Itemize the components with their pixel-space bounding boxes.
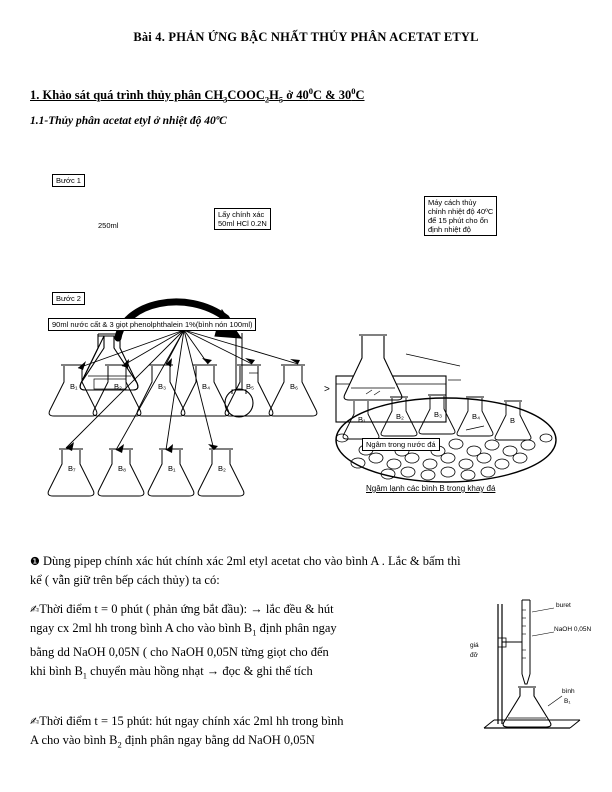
ice-flask-label-1: B₁: [358, 415, 366, 424]
ice-note: Ngâm trong nước đá: [362, 438, 440, 451]
section1-sub-2: 2: [264, 94, 270, 105]
paragraph-1-text: Dùng pipep chính xác hút chính xác 2ml etyl acetat cho vào bình A . Lắc & bấm thì kể ( vẫn giữ trên bếp cách thủy) ta có:: [30, 554, 461, 587]
reagent-label: NaOH 0,05N: [554, 626, 592, 633]
page-title: Bài 4. PHẢN ỨNG BẬC NHẤT THỦY PHÂN ACETAT ETYL: [133, 30, 479, 44]
section1-text-f: C: [355, 88, 365, 103]
flask-label-b6: B₆: [290, 382, 299, 391]
paragraph-3: [30, 712, 490, 755]
flask-label-b9: B₁: [168, 464, 176, 473]
paragraph-1-bullet: ❶: [30, 555, 40, 568]
figure-step1-label: Bước 1: [52, 174, 85, 187]
flask-volume-label: 250ml: [98, 221, 119, 230]
paragraph-2-line2-sub: 1: [252, 627, 257, 638]
section1-sub-3: 5: [278, 94, 284, 105]
paragraph-3-line1: Thời điểm t = 15 phút: hút ngay chính xác 2ml hh trong bình: [39, 714, 344, 728]
section1-text-c: H: [269, 88, 279, 103]
paragraph-3-line2-sub: 2: [117, 739, 122, 750]
paragraph-2-line2b: định phân ngay: [256, 621, 337, 635]
pipette-note: [214, 208, 271, 230]
section1-sup-2: 0: [351, 86, 356, 96]
paragraph-3-line2b: định phân ngay bằng dd NaOH 0,05N: [121, 733, 315, 747]
flask-label-b1: B₁: [70, 382, 78, 391]
apparatus-flask-text: bình: [562, 688, 575, 695]
section-heading-1: [30, 86, 365, 105]
paragraph-2-line2a: ngay cx 2ml hh trong bình A cho vào bình B: [30, 621, 253, 635]
experiment-figure: [36, 158, 576, 508]
ice-flask-label-5: B: [510, 416, 516, 425]
subsection-heading: 1.1-Thủy phân acetat etyl ở nhiệt độ 40ºC: [30, 115, 227, 127]
apparatus-flask-sub: B₁: [564, 698, 571, 705]
ice-caption: Ngâm lạnh các bình B trong khay đá: [366, 484, 496, 493]
paragraph-2-line4a: khi bình B: [30, 663, 83, 678]
stand-label-1: giá: [470, 642, 479, 649]
flask-label-b2: B₂: [114, 382, 122, 391]
paragraph-2-line4-sub: 1: [82, 670, 88, 680]
step2-note: 90ml nước cất & 3 giọt phenolphthalein 1%(bình nón 100ml): [48, 318, 256, 331]
figure-step2-label: Bước 2: [52, 292, 85, 305]
waterbath-note: [424, 196, 497, 236]
paragraph-3-bullet: ✍: [30, 715, 40, 728]
titration-apparatus-figure: [470, 596, 590, 736]
paragraph-3-line2a: A cho vào bình B: [30, 733, 118, 747]
figure-arrow-separator: >: [324, 384, 330, 395]
titration-drawing: [470, 596, 590, 741]
stand-label-2: đỡ: [470, 652, 478, 659]
pipette-note-line2: 50ml HCl 0.2N: [218, 219, 267, 228]
paragraph-2-line1: Thời điểm t = 0 phút ( phản ứng bắt đầu): → lắc đều & hút: [39, 602, 334, 616]
section1-sub-1: 3: [223, 94, 228, 105]
section1-text-a: 1. Khảo sát quá trình thủy phân CH: [30, 88, 224, 103]
paragraph-2: [30, 600, 470, 685]
ice-flask-label-3: B₃: [434, 410, 443, 419]
paragraph-2-line4b: chuyển màu hồng nhạt → đọc & ghi thể tích: [87, 663, 313, 678]
waterbath-note-line4: định nhiệt độ: [428, 225, 471, 234]
flask-label-b7: B₇: [68, 464, 76, 473]
ice-flask-label-2: B₂: [396, 412, 404, 421]
paragraph-2-bullet: ✍: [30, 603, 40, 616]
waterbath-note-line3: để 15 phút cho ổn: [428, 216, 489, 225]
flask-label-b4: B₄: [202, 382, 211, 391]
flask-label-b10: B₂: [218, 464, 226, 473]
ice-flask-label-4: B₄: [472, 412, 481, 421]
section1-text-d: ở 40: [283, 88, 309, 103]
apparatus-flask-label: [562, 688, 575, 695]
section1-sup-1: 0: [308, 86, 314, 96]
paragraph-2-line3: bằng dd NaOH 0,05N ( cho NaOH 0,05N từng giọt cho đến: [30, 644, 329, 659]
section1-text-e: C & 30: [313, 88, 352, 103]
burette-label: buret: [556, 602, 571, 609]
flask-label-b5: B₅: [246, 382, 255, 391]
section1-text-b: COOC: [227, 88, 265, 103]
paragraph-1: [30, 552, 470, 590]
waterbath-note-line2: chỉnh nhiệt độ 40ºC: [428, 207, 494, 216]
flask-label-b3: B₃: [158, 382, 167, 391]
waterbath-note-line1: Máy cách thủy: [428, 198, 477, 207]
pipette-note-line1: Lấy chính xác: [218, 210, 265, 219]
flask-label-b8: B₈: [118, 464, 127, 473]
